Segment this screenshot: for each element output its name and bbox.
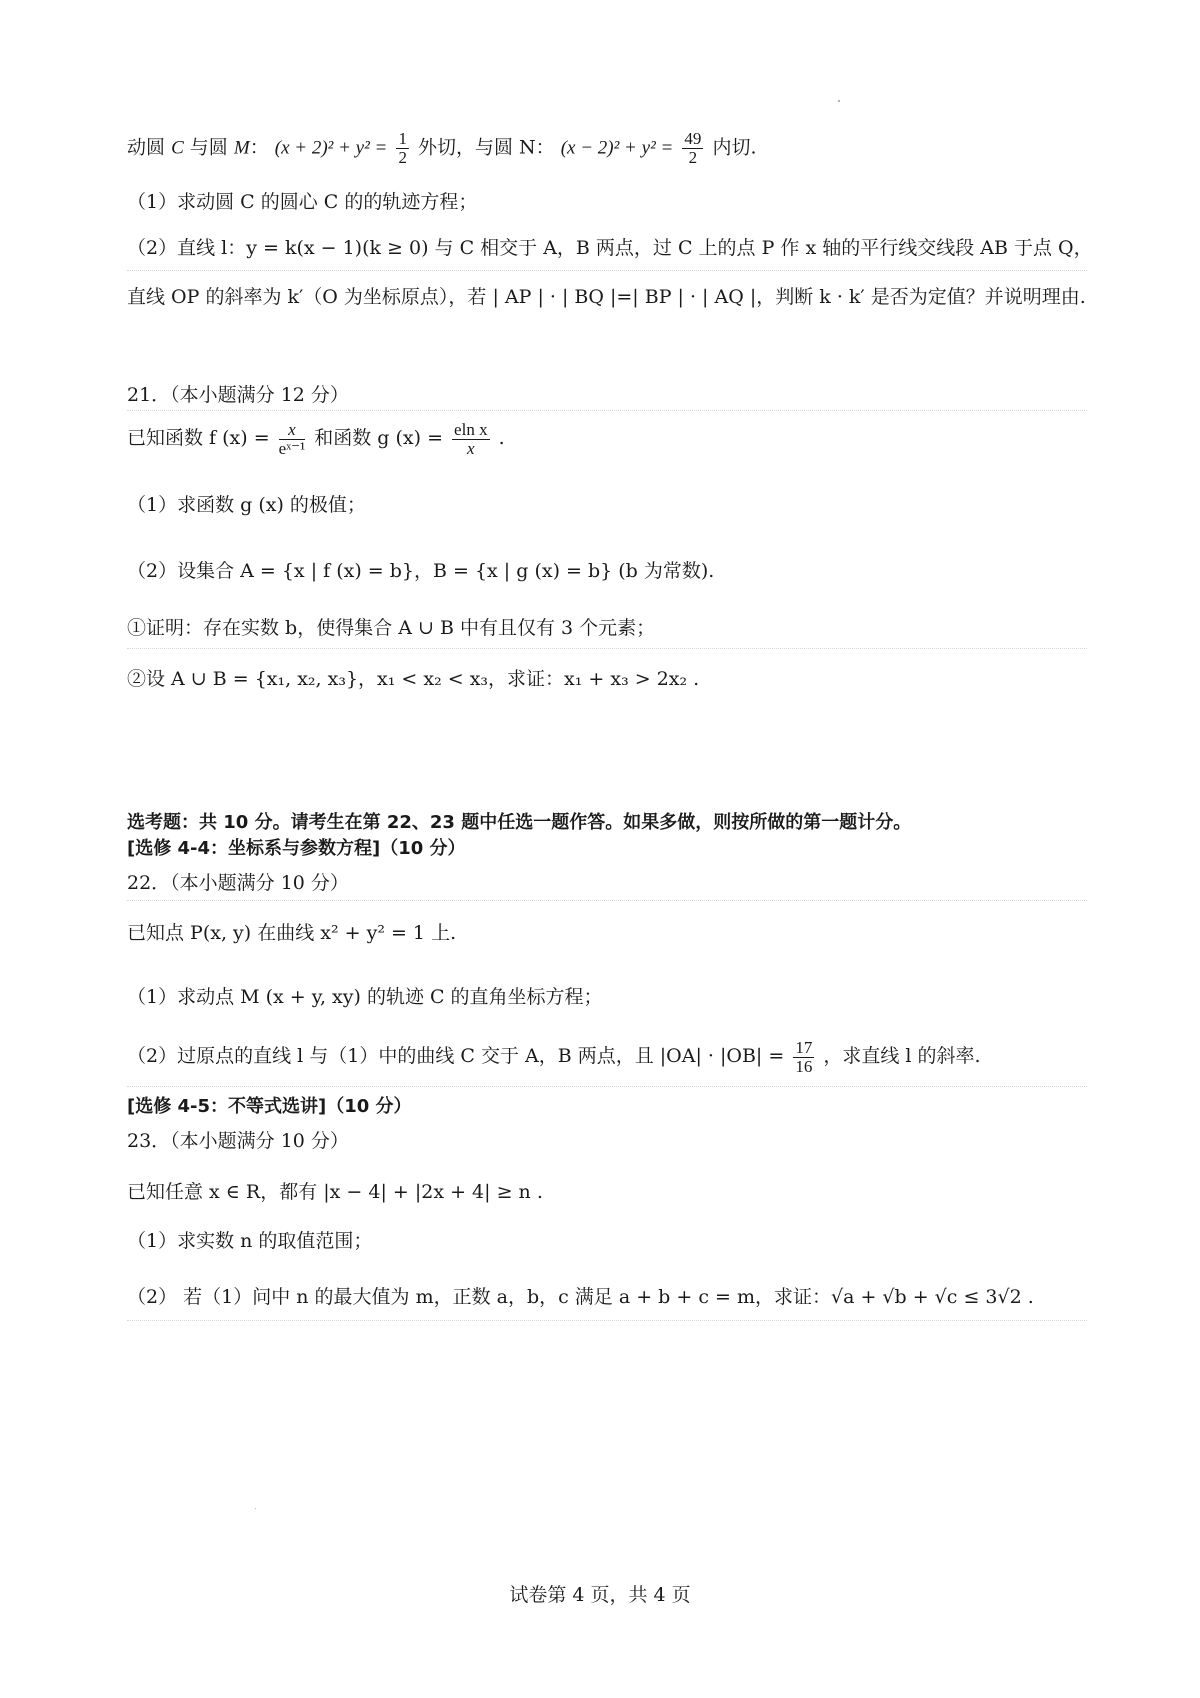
p22-q2-text-b: ，求直线 l 的斜率. <box>823 1045 981 1067</box>
fraction-denominator: 2 <box>688 148 698 167</box>
p22-header-text: 22．（本小题满分 10 分） <box>127 872 349 894</box>
p20-intro <box>127 130 1100 167</box>
elective-section-4-5 <box>127 1092 1100 1122</box>
p23-header-text: 23．（本小题满分 10 分） <box>127 1130 349 1152</box>
fraction-49-half <box>682 130 703 167</box>
fraction-numerator: x <box>279 421 306 440</box>
fraction-numerator: eln x <box>454 419 488 439</box>
p23-header <box>127 1126 1100 1156</box>
var-C: C <box>171 137 184 159</box>
p21-q2b-text: ②设 A ∪ B = {x₁, x₂, x₃}，x₁ < x₂ < x₃，求证：x₁ + x₃ > 2x₂ . <box>127 668 700 690</box>
p23-q2-text: （2） 若（1）问中 n 的最大值为 m，正数 a，b，c 满足 a + b + c = m，求证：√a + √b + √c ≤ 3√2 . <box>127 1286 1034 1308</box>
p22-question-2 <box>127 1036 1100 1076</box>
p21-header <box>127 380 1100 410</box>
section-4-5-title: [选修 4-5：不等式选讲]（10 分） <box>127 1096 412 1117</box>
var-M: M <box>233 137 250 159</box>
dotted-rule <box>127 270 1087 271</box>
dotted-rule <box>127 410 1087 411</box>
p23-question-2 <box>127 1282 1100 1312</box>
elective-section-4-4 <box>127 834 1100 864</box>
dotted-rule <box>127 1320 1087 1321</box>
p20-q2-text-2: 直线 OP 的斜率为 k′（O 为坐标原点），若 | AP | · | BQ |=| BP | · | AQ |，判断 k · k′ 是否为定值？并说明理由. <box>127 286 1086 308</box>
p21-q1-text: （1）求函数 g (x) 的极值； <box>127 494 366 516</box>
fraction-numerator: 1 <box>398 129 407 148</box>
p21-question-2a <box>127 613 1100 643</box>
circle-N-equation: (x − 2)² + y² = <box>560 137 674 159</box>
p20-intro-text-b: 与圆 <box>189 136 228 159</box>
fraction-denominator: eˣ⁻¹ <box>278 438 306 458</box>
section-4-4-title: [选修 4-4：坐标系与参数方程]（10 分） <box>127 838 466 859</box>
fraction-denominator: 2 <box>398 148 407 167</box>
dotted-rule <box>127 648 1087 649</box>
elective-intro-text: 选考题：共 10 分。请考生在第 22、23 题中任选一题作答。如果多做，则按所做的第一题计分。 <box>127 812 912 833</box>
fraction-g <box>452 421 490 458</box>
fraction-17-16 <box>793 1039 814 1076</box>
dotted-rule <box>127 1086 1087 1087</box>
p23-question-1 <box>127 1226 1100 1256</box>
fraction-denominator: x <box>467 438 475 458</box>
p22-intro-text: 已知点 P(x, y) 在曲线 x² + y² = 1 上. <box>127 922 457 944</box>
p20-intro-text-c: 外切，与圆 N： <box>417 136 555 159</box>
p20-question-2-line-2 <box>127 282 1100 312</box>
p21-question-1 <box>127 490 1100 520</box>
p21-q2-text: （2）设集合 A = {x | f (x) = b}，B = {x | g (x) = b} (b 为常数). <box>127 560 715 582</box>
p22-q1-text: （1）求动点 M (x + y, xy) 的轨迹 C 的直角坐标方程； <box>127 986 603 1008</box>
p20-q1-text: （1）求动圆 C 的圆心 C 的的轨迹方程； <box>127 191 478 213</box>
fraction-one-half <box>396 130 409 167</box>
p20-question-2-line-1 <box>127 233 1100 263</box>
p22-header <box>127 868 1100 898</box>
p22-q2-text-a: （2）过原点的直线 l 与（1）中的曲线 C 交于 A，B 两点，且 |OA| · |OB| = <box>127 1045 785 1067</box>
p20-question-1 <box>127 187 1100 217</box>
p20-intro-text-a: 动圆 <box>127 136 166 159</box>
scan-speck <box>838 100 840 102</box>
page-number-text: 试卷第 4 页，共 4 页 <box>509 1584 691 1606</box>
p20-q2-text-1: （2）直线 l：y = k(x − 1)(k ≥ 0) 与 C 相交于 A，B 两点，过 C 上的点 P 作 x 轴的平行线交线段 AB 于点 Q， <box>127 237 1093 259</box>
p21-intro <box>127 418 1100 458</box>
p21-intro-text-a: 已知函数 f (x) = <box>127 427 270 449</box>
p23-intro-text: 已知任意 x ∈ R，都有 |x − 4| + |2x + 4| ≥ n . <box>127 1181 543 1203</box>
fraction-numerator: 17 <box>795 1037 813 1057</box>
fraction-numerator: 49 <box>684 129 702 148</box>
p21-question-2b <box>127 664 1100 694</box>
fraction-denominator: 16 <box>795 1056 813 1076</box>
page-footer <box>0 1580 1200 1607</box>
scan-speck <box>255 1508 256 1509</box>
dotted-rule <box>127 900 1087 901</box>
p22-intro <box>127 918 1100 948</box>
circle-M-equation: (x + 2)² + y² = <box>274 137 388 159</box>
p21-question-2 <box>127 556 1100 586</box>
p21-intro-text-c: . <box>498 427 505 449</box>
p21-intro-text-b: 和函数 g (x) = <box>314 427 443 449</box>
fraction-f <box>279 421 306 458</box>
p23-intro <box>127 1177 1100 1207</box>
p20-intro-text-d: 内切. <box>712 136 757 159</box>
p22-question-1 <box>127 982 1100 1012</box>
p21-q2a-text: ①证明：存在实数 b，使得集合 A ∪ B 中有且仅有 3 个元素； <box>127 617 656 639</box>
colon: ： <box>249 136 269 159</box>
p21-header-text: 21．（本小题满分 12 分） <box>127 384 349 406</box>
p23-q1-text: （1）求实数 n 的取值范围； <box>127 1230 373 1252</box>
